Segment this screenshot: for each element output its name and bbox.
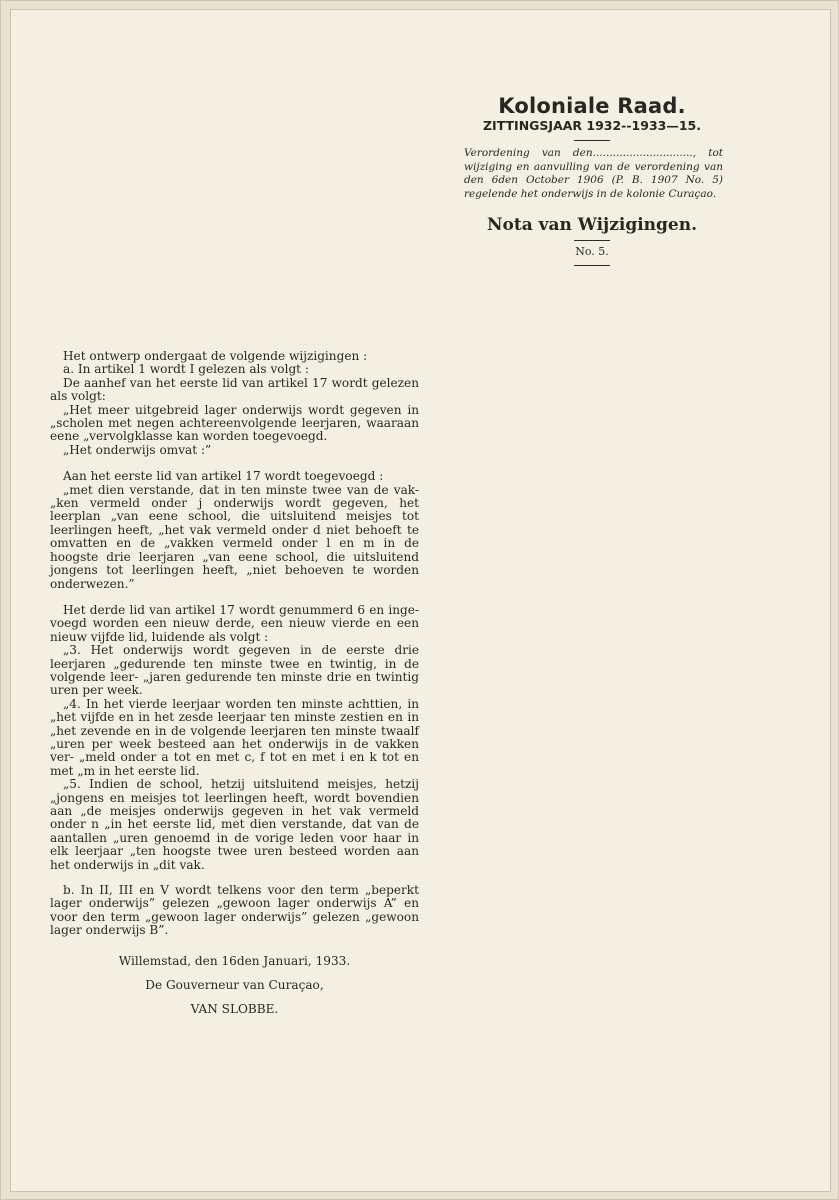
- council-title: Koloniale Raad.: [498, 94, 686, 118]
- quoted-paragraph: „3. Het onderwijs wordt gegeven in de eerste drie leerjaren „gedurende ten minste twee en twintig, in de volgende leer- „jaren gedurende ten minste drie en twintig uren per week.: [50, 643, 419, 698]
- ordinance-description: Verordening van den.............................., tot wijziging en aanvulling van de verordening van den 6den October 1906 (P. B. 1907 No. 5) regelende het onderwijs in de kolonie Curaçao.: [464, 147, 723, 200]
- body-paragraph: a. In artikel 1 wordt I gelezen als volgt :: [63, 362, 309, 377]
- title-divider: [574, 240, 610, 241]
- quoted-paragraph: „Het meer uitgebreid lager onderwijs wordt gegeven in „scholen met negen achtereenvolgende leerjaren, waaraan eene „vervolgklasse kan worden toegevoegd.: [50, 402, 419, 444]
- document-number: No. 5.: [575, 245, 609, 258]
- body-paragraph: De aanhef van het eerste lid van artikel 17 wordt gelezen als volgt:: [50, 375, 419, 404]
- header-divider: [574, 140, 610, 141]
- body-paragraph: Aan het eerste lid van artikel 17 wordt toegevoegd :: [63, 469, 384, 484]
- body-paragraph: Het derde lid van artikel 17 wordt genummerd 6 en inge- voegd worden een nieuw derde, een nieuw vierde en een nieuw vijfde lid, luidende als volgt :: [50, 602, 419, 644]
- document-body: [50, 350, 419, 1017]
- quoted-paragraph: „5. Indien de school, hetzij uitsluitend meisjes, hetzij „jongens en meisjes tot leerlingen heeft, wordt bovendien aan „de meisjes onderwijs gegeven in het vak vermeld onder n „in het eerste lid, met dien verstande, dat van de aantallen „uren genoemd in de vorige leden voor haar in elk leerjaar „ten hoogste twee uren besteed worden aan het onderwijs in „dit vak.: [50, 777, 419, 872]
- quoted-paragraph: „met dien verstande, dat in ten minste twee van de vak- „ken vermeld onder j onderwijs wordt gegeven, het leerplan „van eene school, die uitsluitend meisjes tot leerlingen heeft, „het vak vermeld onder d niet behoeft te omvatten en de „vakken vermeld onder l en m in de hoogste drie leerjaren „van eene school, die uitsluitend jongens tot leerlingen heeft, „niet behoeven te worden onderwezen.”: [50, 482, 419, 591]
- quoted-paragraph: „4. In het vierde leerjaar worden ten minste achttien, in „het vijfde en in het zesde leerjaar ten minste zestien en in „het zevende en in de volgende leerjaren ten minste twaalf „uren per week besteed aan het onderwijs in de vakken ver- „meld onder a tot en met c, f tot en met i en k tot en met „m in het eerste lid.: [50, 696, 419, 778]
- document-title: Nota van Wijzigingen.: [486, 215, 698, 235]
- signature-office: De Gouverneur van Curaçao,: [145, 978, 324, 993]
- signature-place-date: Willemstad, den 16den Januari, 1933.: [118, 953, 351, 968]
- paragraph-gap: [50, 591, 419, 604]
- body-paragraph: b. In II, III en V wordt telkens voor den term „beperkt lager onderwijs” gelezen „gewoon lager onderwijs A” en voor den term „gewoon lager onderwijs” gelezen „gewoon lager onderwijs B”.: [50, 883, 419, 938]
- number-divider: [574, 265, 610, 266]
- document-page: [10, 9, 831, 1192]
- quoted-paragraph: „Het onderwijs omvat :”: [63, 442, 212, 457]
- document-header: [461, 94, 723, 266]
- signature-name: VAN SLOBBE.: [190, 1002, 279, 1017]
- body-paragraph: Het ontwerp ondergaat de volgende wijzigingen :: [63, 349, 368, 363]
- session-year: ZITTINGSJAAR 1932--1933—15.: [482, 118, 701, 133]
